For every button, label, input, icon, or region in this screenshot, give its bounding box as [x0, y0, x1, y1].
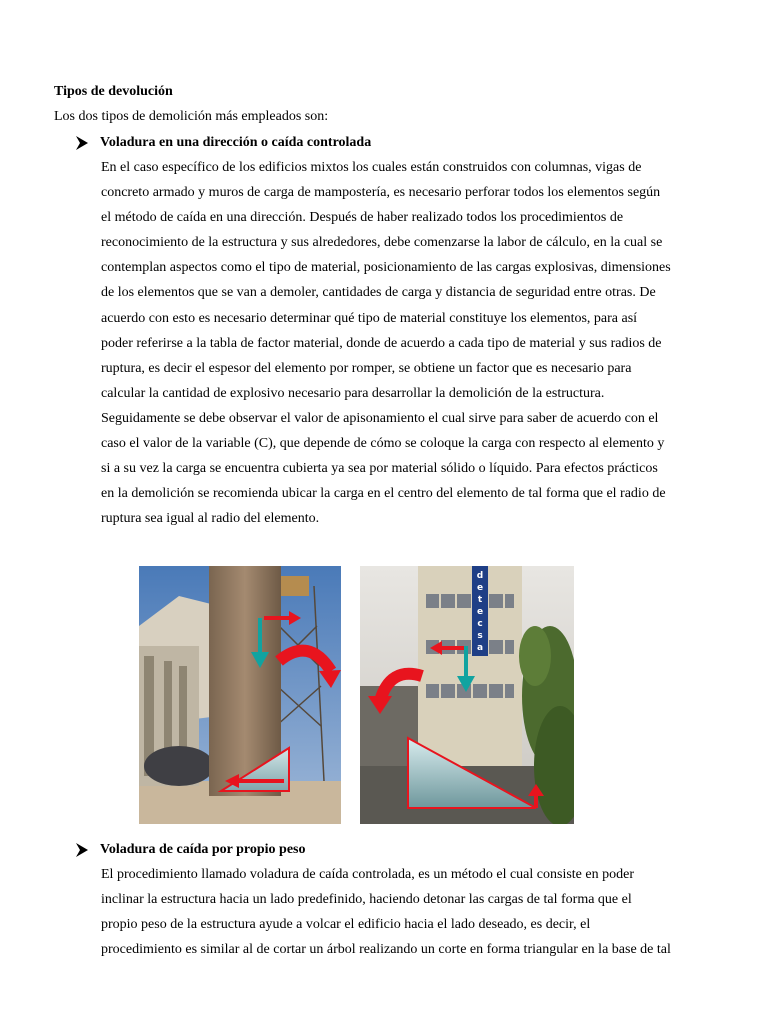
sign-letter: e	[476, 607, 484, 617]
arrowhead-bullet-icon	[76, 136, 88, 150]
building-demolition-photo	[360, 566, 574, 824]
arrowhead-bullet-icon	[76, 843, 88, 857]
section-2-body: El procedimiento llamado voladura de caída controlada, es un método el cual consiste en poder inclinar la estructura hacia un lado predefinido, haciendo detonar las cargas de tal forma que el propio peso de la estructura ayude a volcar el edificio hacia el lado deseado, es decir, el procedimiento es similar al de cortar un árbol realizando un corte en forma triangular en la base de tal	[101, 867, 671, 958]
sign-letter: d	[476, 571, 484, 581]
sign-letter: s	[477, 631, 483, 641]
sign-letter: e	[476, 583, 484, 593]
bullet-title-2: Voladura de caída por propio peso	[100, 842, 306, 857]
intro-text: Los dos tipos de demolición más empleados son:	[54, 109, 329, 124]
bullet-item-2	[76, 840, 306, 860]
section-1-body: En el caso específico de los edificios mixtos los cuales están construidos con columnas, vigas de concreto armado y muros de carga de mampostería, es necesario perforar todos los elementos según el método de caída en una dirección. Después de haber realizado todos los procedimientos de reconocimiento de la estructura y sus alrededores, debe comenzarse la labor de cálculo, en la cual se contemplan aspectos como el tipo de material, posicionamiento de las cargas explosivas, dimensiones de los elementos que se van a demoler, cantidades de carga y distancia de seguridad entre otras. De acuerdo con esto es necesario determinar qué tipo de material constituye los elementos, para así poder referirse a la tabla de factor material, donde de acuerdo a cada tipo de material y sus radios de ruptura, es decir el espesor del elemento por romper, se obtiene un factor que es necesario para calcular la cantidad de explosivo necesario para desarrollar la demolición de la estructura. Seguidamente se debe observar el valor de apisonamiento el cual sirve para saber de acuerdo con el caso el valor de la variable (C), que depende de cómo se coloque la carga con respecto al elemento y si a su vez la carga se encuentra cubierta ya sea por material sólido o líquido. Para efectos prácticos en la demolición se recomienda ubicar la carga en el centro del elemento de tal forma que el radio de ruptura sea igual al radio del elemento.	[101, 160, 671, 527]
sign-letter: t	[477, 595, 483, 605]
bullet-item-1	[76, 133, 371, 153]
section-heading: Tipos de devolución	[54, 84, 173, 99]
sign-letter: c	[477, 619, 483, 629]
chimney-demolition-photo	[139, 566, 341, 824]
sign-letter: a	[476, 643, 484, 653]
bullet-title-1: Voladura en una dirección o caída controlada	[100, 135, 372, 150]
